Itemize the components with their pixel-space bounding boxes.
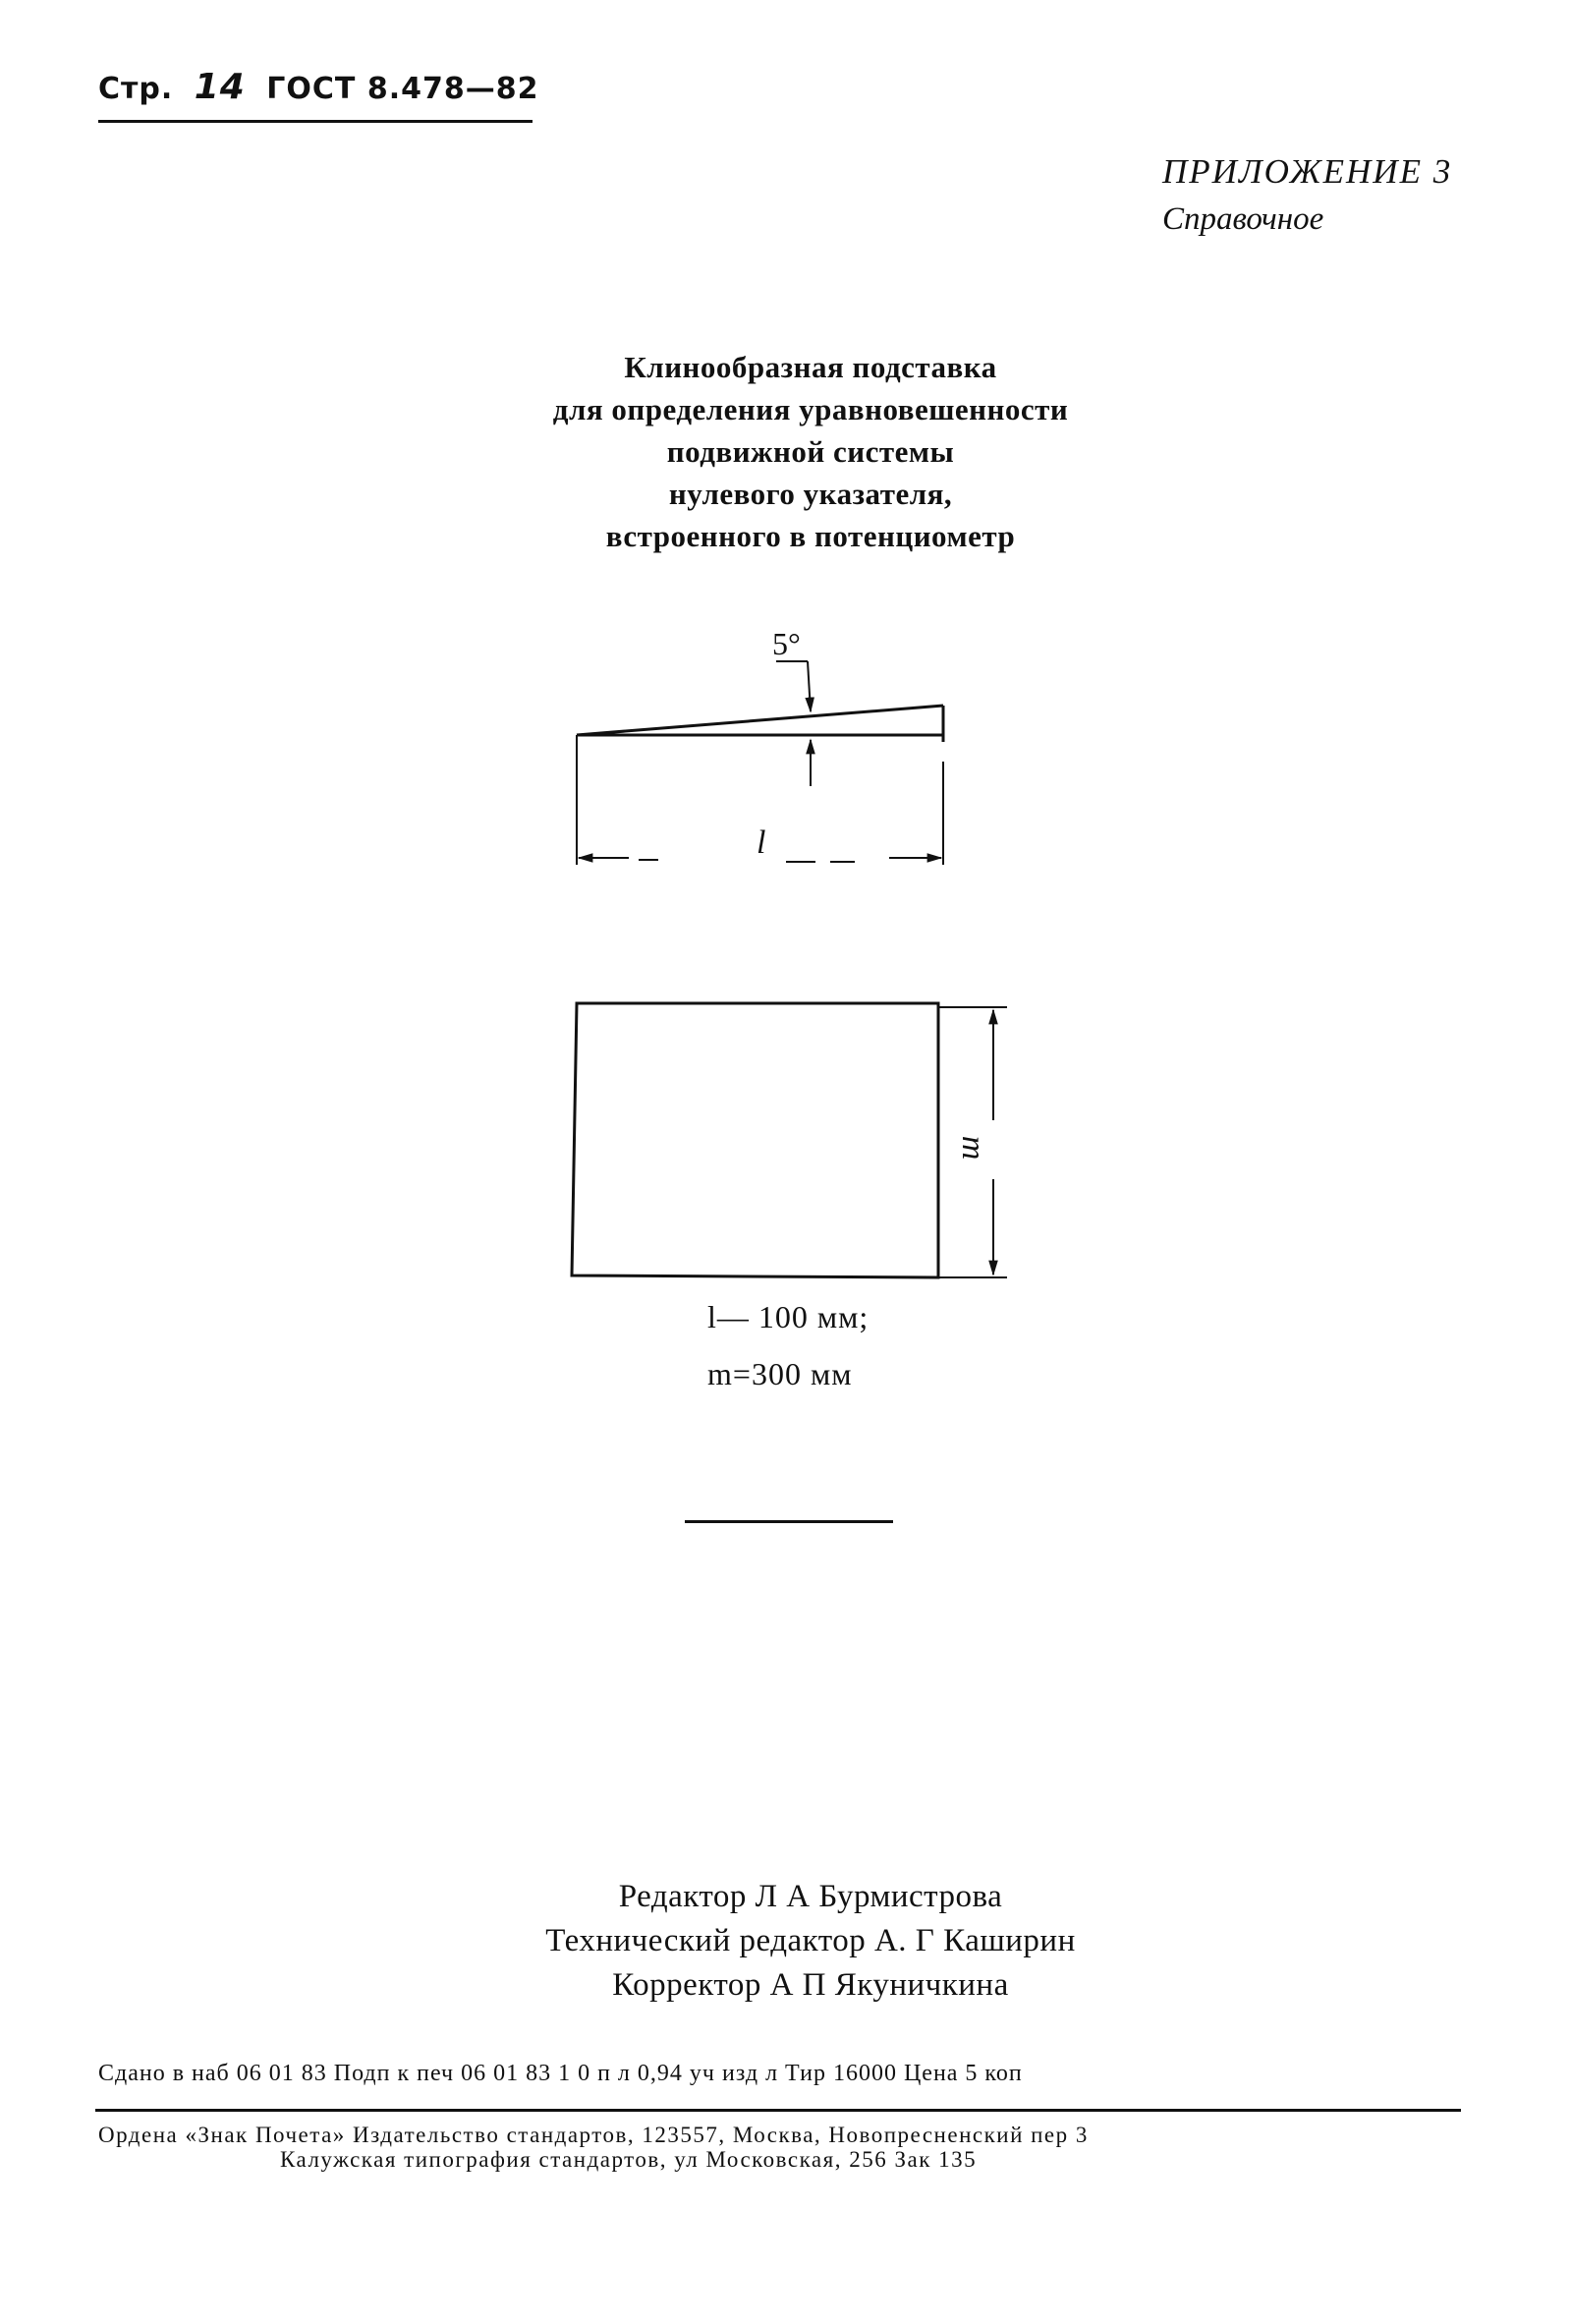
publisher-line: Ордена «Знак Почета» Издательство стандартов, 123557, Москва, Новопресненский пер 3: [98, 2123, 1089, 2147]
printing-details: Сдано в наб 06 01 83 Подп к печ 06 01 83 1 0 п л 0,94 уч изд л Тир 16000 Цена 5 коп: [98, 2061, 1023, 2086]
title-line: Клинообразная подставка: [624, 350, 997, 384]
appendix-type: Справочное: [1162, 201, 1324, 237]
wedge-slope-line: [577, 706, 943, 735]
title-line: подвижной системы: [666, 434, 955, 469]
imprint-rule: [95, 2109, 1461, 2112]
angle-dimension: [776, 661, 811, 786]
wedge-top-view: [572, 1003, 1007, 1277]
angle-arrow-top: [808, 661, 811, 711]
publisher-info: [98, 2123, 1474, 2172]
length-label: l: [757, 824, 766, 861]
credit-editor: Редактор Л А Бурмистрова: [618, 1879, 1003, 1914]
angle-label: 5°: [772, 626, 801, 661]
width-label: m: [955, 1135, 991, 1161]
printer-line: Калужская типография стандартов, ул Московская, 256 Зак 135: [280, 2147, 978, 2172]
title-line: нулевого указателя,: [668, 477, 953, 511]
title-line: для определения уравновешенности: [552, 392, 1069, 426]
page-prefix: Стр.: [98, 72, 174, 106]
standard-number: ГОСТ 8.478—82: [266, 72, 539, 106]
width-value: m=300 мм: [707, 1356, 853, 1391]
top-view-outline: [572, 1003, 938, 1277]
title-line: встроенного в потенциометр: [605, 519, 1016, 553]
credit-technical-editor: Технический редактор А. Г Каширин: [545, 1923, 1076, 1958]
page-number: 14: [194, 67, 246, 107]
appendix-label: ПРИЛОЖЕНИЕ 3: [1162, 152, 1453, 191]
editorial-credits: [432, 1875, 1189, 2008]
credit-proofreader: Корректор А П Якуничкина: [612, 1967, 1009, 2003]
length-value: l— 100 мм;: [707, 1299, 870, 1334]
separator-rule: [685, 1520, 893, 1523]
